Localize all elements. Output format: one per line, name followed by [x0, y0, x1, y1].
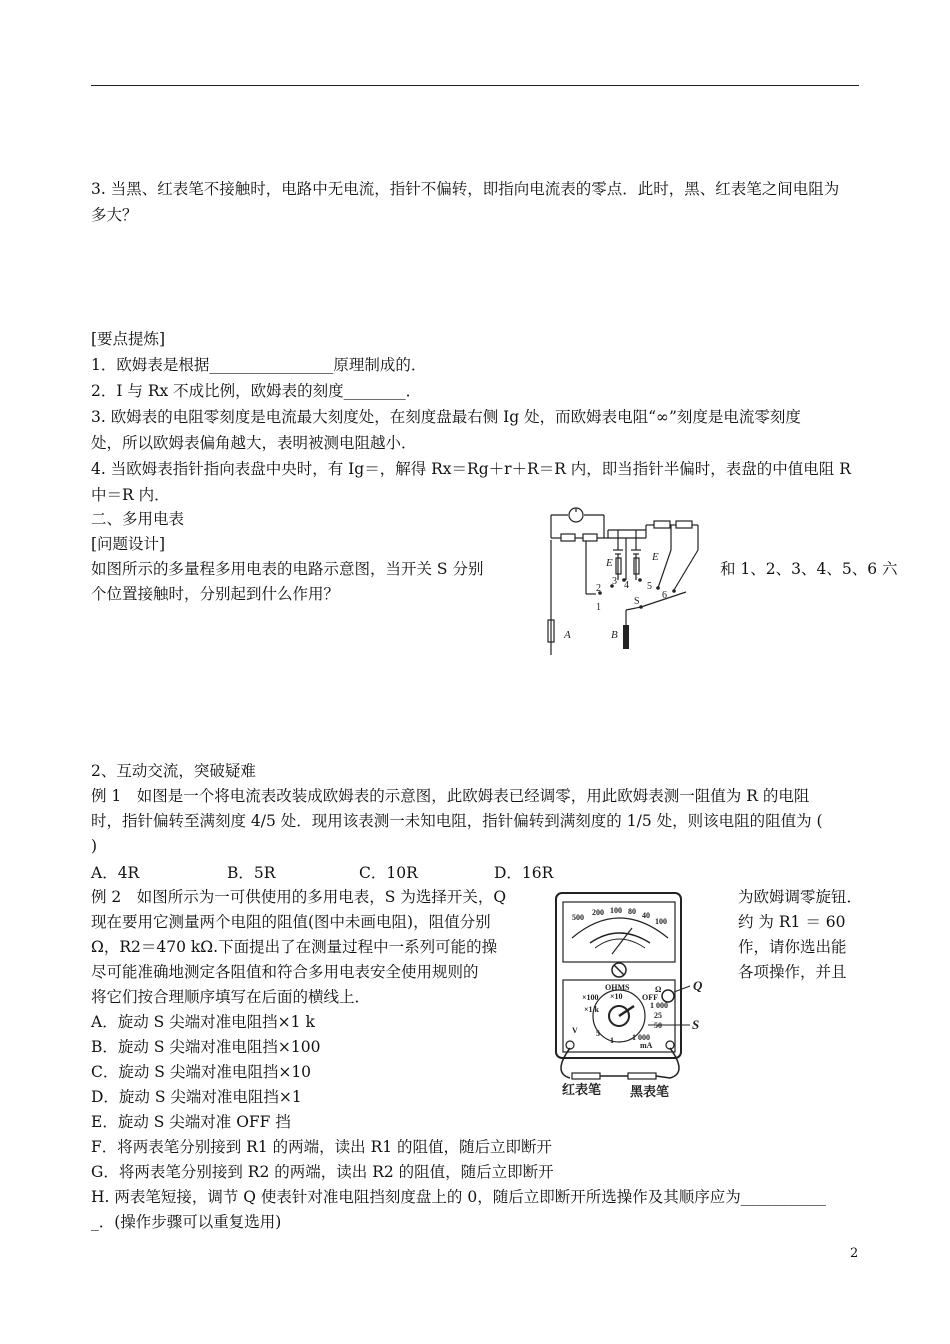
key-point-4b: 中＝R 内．	[91, 486, 170, 504]
scale-label: 100	[610, 906, 622, 915]
key-points-heading: [要点提炼]	[91, 330, 166, 348]
step-c: C．旋动 S 尖端对准电阻挡×10	[91, 1063, 312, 1081]
design-question-line2: 个位置接触时，分别起到什么作用？	[91, 585, 340, 603]
terminal-5: 5	[647, 581, 652, 592]
probe-a-label: A	[564, 629, 571, 641]
range-x1k: ×1 k	[584, 1005, 600, 1014]
black-probe-label: 黑表笔	[630, 1084, 670, 1099]
s-label: S	[692, 1017, 700, 1032]
terminal-3: 3	[612, 576, 617, 587]
step-e: E．旋动 S 尖端对准 OFF 挡	[91, 1113, 291, 1131]
resistor	[676, 521, 692, 528]
example1-line2: 时，指针偏转至满刻度 4/5 处．现用该表测一未知电阻，指针偏转到满刻度的 1/5 处，则该电阻的阻值为 (	[91, 812, 823, 830]
step-h: H. 两表笔短接，调节 Q 使表针对准电阻挡刻度盘上的 0，随后立即断开所选操作及其顺序应为___________	[91, 1188, 826, 1206]
example2-line3-right: 作，请你选出能	[738, 938, 847, 956]
step-f: F．将两表笔分别接到 R1 的两端，读出 R1 的阻值，随后立即断开	[91, 1138, 553, 1156]
step-note: _．(操作步骤可以重复选用)	[91, 1213, 282, 1231]
black-probe	[628, 1073, 656, 1079]
probe-b-label: B	[611, 629, 618, 641]
v-label: V	[572, 1026, 578, 1035]
switch-label: S	[634, 596, 640, 607]
multimeter-circuit-diagram	[546, 500, 706, 655]
interaction-heading: 2、互动交流，突破疑难	[91, 762, 256, 780]
key-point-4a: 4. 当欧姆表指针指向表盘中央时，有 Ig＝，解得 Rx＝Rg＋r＋R＝R 内，即当指针半偏时，表盘的中值电阻 R	[91, 460, 851, 478]
step-a: A．旋动 S 尖端对准电阻挡×1 k	[91, 1013, 315, 1031]
range-1000ma: 1 000	[632, 1033, 650, 1042]
step-g: G．将两表笔分别接到 R2 的两端，读出 R2 的阻值，随后立即断开	[91, 1163, 554, 1181]
scale-label: 80	[628, 907, 636, 916]
example1-line1: 例 1 如图是一个将电流表改装成欧姆表的示意图，此欧姆表已经调零，用此欧姆表测一阻值为 R 的电阻	[91, 787, 810, 805]
battery-label: E	[606, 557, 613, 569]
omega-label: Ω	[655, 985, 662, 994]
range-1000v: 1 000	[650, 1001, 668, 1010]
header-rule	[91, 85, 859, 86]
q3-line2: 多大？	[91, 206, 138, 224]
multimeter-illustration	[550, 888, 730, 1100]
ohms-label: OHMS	[605, 983, 630, 992]
dial-1: 1	[610, 1036, 614, 1045]
q-label: Q	[693, 978, 703, 993]
terminal-4: 4	[624, 580, 629, 591]
resistor	[561, 534, 575, 541]
dial-5: 5	[596, 1029, 600, 1038]
step-b: B．旋动 S 尖端对准电阻挡×100	[91, 1038, 321, 1056]
example2-line2: 现在要用它测量两个电阻的阻值(图中未画电阻)，阻值分别	[91, 913, 491, 931]
key-point-1: 1．欧姆表是根据________________原理制成的．	[91, 356, 427, 374]
design-heading: [问题设计]	[91, 535, 166, 553]
off-label: OFF	[642, 993, 658, 1002]
red-probe	[572, 1073, 600, 1079]
range-25: 25	[654, 1011, 662, 1020]
design-question-line1: 如图所示的多量程多用电表的电路示意图，当开关 S 分别	[91, 560, 484, 578]
scale-label: 40	[642, 911, 650, 920]
resistor	[654, 521, 670, 528]
example2-line1-right: 为欧姆调零旋钮．	[738, 888, 863, 906]
probe-b	[623, 625, 629, 649]
key-point-3b: 处，所以欧姆表偏角越大，表明被测电阻越小．	[91, 434, 417, 452]
scale-label: 500	[572, 913, 584, 922]
section2-title: 二、多用电表	[91, 510, 185, 528]
range-x100: ×100	[582, 993, 599, 1002]
option-a: A．4R	[91, 864, 140, 882]
example2-line2-right: 约 为 R1 ＝ 60	[738, 913, 846, 931]
battery-label: E	[652, 551, 659, 563]
example2-line4: 尽可能准确地测定各阻值和符合多用电表安全使用规则的	[91, 963, 479, 981]
page-number: 2	[850, 1246, 859, 1261]
key-point-2: 2．I 与 Rx 不成比例，欧姆表的刻度________．	[91, 382, 422, 400]
q3-line1: 3. 当黑、红表笔不接触时，电路中无电流，指针不偏转，即指向电流表的零点．此时，黑、红表笔之间电阻为	[91, 180, 840, 198]
step-d: D．旋动 S 尖端对准电阻挡×1	[91, 1088, 302, 1106]
scale-label: 200	[592, 908, 604, 917]
design-question-line1-right: 和 1、2、3、4、5、6 六	[720, 560, 898, 578]
option-d: D．16R	[494, 864, 554, 882]
terminal-2: 2	[596, 583, 601, 594]
example2-line4-right: 各项操作，并且	[738, 963, 847, 981]
resistor	[583, 534, 597, 541]
terminal-6: 6	[662, 590, 667, 601]
example1-line3: )	[91, 837, 98, 855]
example2-line3: Ω，R2＝470 kΩ.下面提出了在测量过程中一系列可能的操	[91, 938, 498, 956]
key-point-3a: 3. 欧姆表的电阻零刻度是电流最大刻度处，在刻度盘最右侧 Ig 处，而欧姆表电阻“∞”刻度是电流零刻度	[91, 408, 801, 426]
example2-line1: 例 2 如图所示为一可供使用的多用电表，S 为选择开关，Q	[91, 888, 507, 906]
range-50: 50	[654, 1021, 662, 1030]
ma-label: mA	[640, 1041, 653, 1050]
option-b: B．5R	[227, 864, 276, 882]
red-probe-label: 红表笔	[562, 1082, 602, 1097]
example1-options	[91, 861, 611, 883]
range-x10: ×10	[610, 992, 623, 1001]
terminal-1: 1	[596, 602, 601, 613]
example2-line5: 将它们按合理顺序填写在后面的横线上．	[91, 988, 371, 1006]
option-c: C．10R	[359, 864, 418, 882]
scale-label: 100	[655, 917, 667, 926]
